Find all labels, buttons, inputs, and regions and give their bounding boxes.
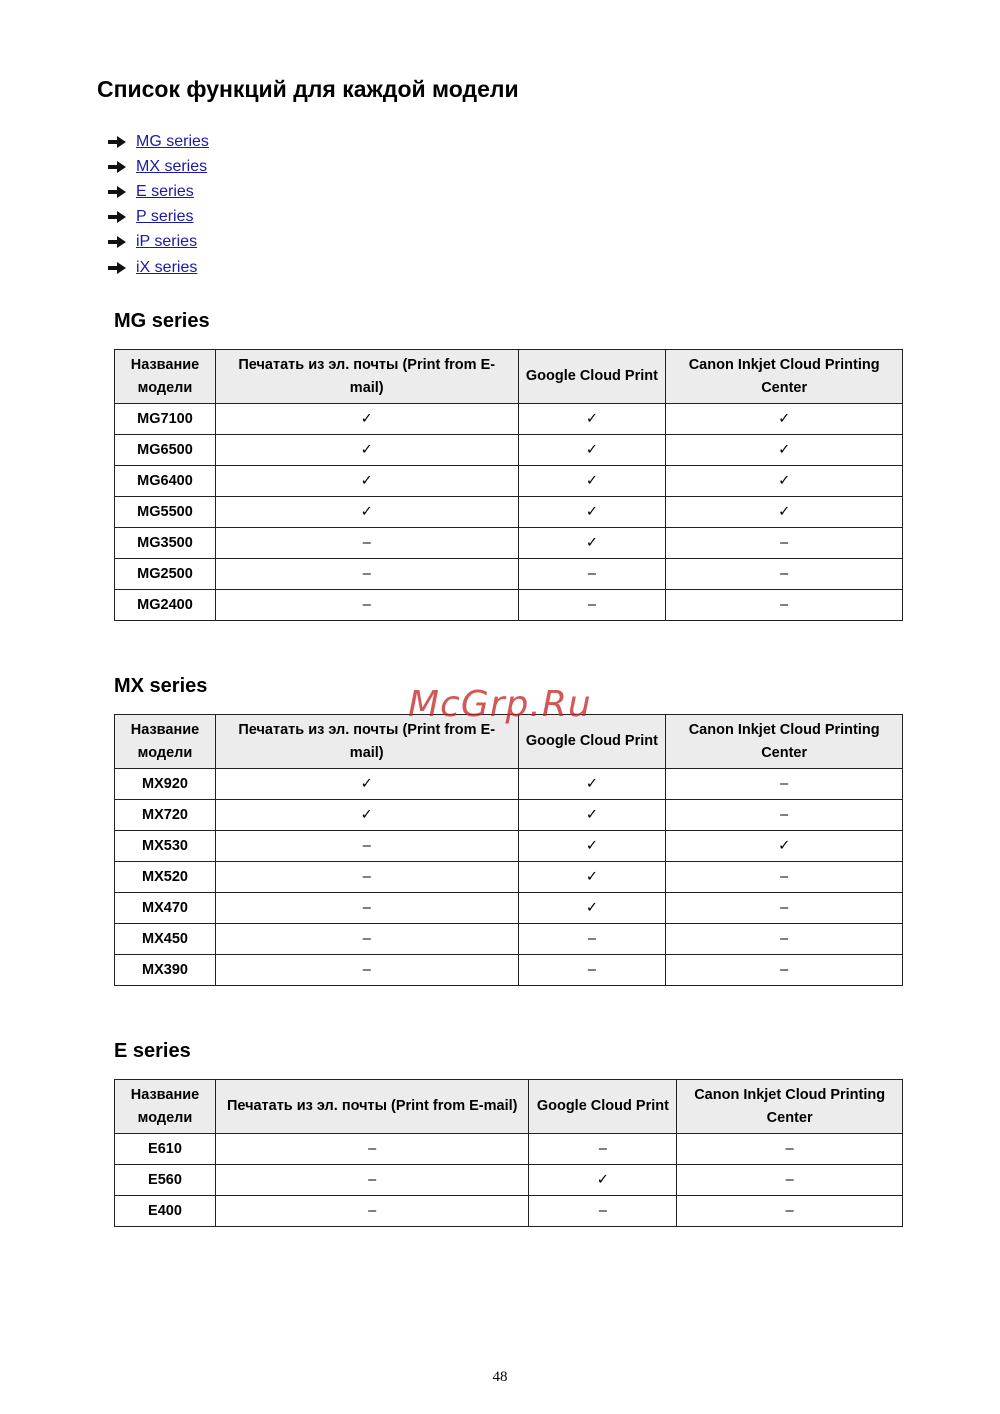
support-cell: –: [666, 924, 903, 955]
support-cell: –: [666, 528, 903, 559]
header-model: Название модели: [115, 350, 216, 404]
support-cell: ✓: [518, 528, 666, 559]
support-cell: ✓: [518, 893, 666, 924]
table-row: [115, 497, 903, 528]
model-cell: E560: [115, 1165, 216, 1196]
support-cell: ✓: [215, 404, 518, 435]
header-canon-cloud-printing: Canon Inkjet Cloud Printing Center: [666, 715, 903, 769]
section-title-mx: MX series: [114, 675, 208, 697]
support-cell: –: [215, 590, 518, 621]
support-cell: –: [215, 955, 518, 986]
section-title-mg: MG series: [114, 310, 210, 332]
nav-item-e: [108, 179, 209, 204]
header-model: Название модели: [115, 1080, 216, 1134]
nav-item-ix: [108, 255, 209, 280]
support-cell: ✓: [215, 497, 518, 528]
support-cell: –: [666, 862, 903, 893]
model-cell: MG2500: [115, 559, 216, 590]
series-nav-list: [108, 129, 209, 280]
table-row: [115, 862, 903, 893]
support-cell: –: [677, 1196, 903, 1227]
nav-item-mg: [108, 129, 209, 154]
arrow-right-icon: [108, 211, 126, 223]
table-row: [115, 955, 903, 986]
e-series-table: [114, 1079, 903, 1227]
nav-item-mx: [108, 154, 209, 179]
support-cell: –: [666, 800, 903, 831]
model-cell: MX450: [115, 924, 216, 955]
support-cell: ✓: [518, 435, 666, 466]
support-cell: –: [666, 590, 903, 621]
table-row: [115, 769, 903, 800]
header-print-from-email: Печатать из эл. почты (Print from E-mail): [215, 350, 518, 404]
model-cell: MX720: [115, 800, 216, 831]
nav-link-mx-series[interactable]: MX series: [136, 157, 208, 175]
support-cell: –: [666, 955, 903, 986]
support-cell: –: [529, 1196, 677, 1227]
header-canon-cloud-printing: Canon Inkjet Cloud Printing Center: [677, 1080, 903, 1134]
page-title: Список функций для каждой модели: [97, 76, 519, 102]
nav-link-e-series[interactable]: E series: [136, 182, 194, 200]
support-cell: ✓: [529, 1165, 677, 1196]
header-print-from-email: Печатать из эл. почты (Print from E-mail): [215, 1080, 529, 1134]
model-cell: MX520: [115, 862, 216, 893]
support-cell: –: [529, 1134, 677, 1165]
support-cell: ✓: [666, 831, 903, 862]
model-cell: MG5500: [115, 497, 216, 528]
header-google-cloud-print: Google Cloud Print: [518, 350, 666, 404]
arrow-right-icon: [108, 136, 126, 148]
support-cell: –: [666, 769, 903, 800]
model-cell: MX470: [115, 893, 216, 924]
model-cell: MG6500: [115, 435, 216, 466]
support-cell: ✓: [518, 769, 666, 800]
table-row: [115, 590, 903, 621]
support-cell: –: [215, 1196, 529, 1227]
table-row: [115, 1196, 903, 1227]
support-cell: ✓: [215, 466, 518, 497]
arrow-right-icon: [108, 262, 126, 274]
table-row: [115, 559, 903, 590]
support-cell: ✓: [215, 435, 518, 466]
support-cell: ✓: [215, 800, 518, 831]
support-cell: –: [666, 559, 903, 590]
support-cell: –: [518, 955, 666, 986]
support-cell: –: [518, 590, 666, 621]
support-cell: ✓: [666, 497, 903, 528]
header-model: Название модели: [115, 715, 216, 769]
table-row: [115, 1165, 903, 1196]
header-google-cloud-print: Google Cloud Print: [518, 715, 666, 769]
nav-item-ip: [108, 230, 209, 255]
nav-item-p: [108, 205, 209, 230]
table-row: [115, 466, 903, 497]
support-cell: –: [215, 862, 518, 893]
support-cell: –: [677, 1165, 903, 1196]
model-cell: MX390: [115, 955, 216, 986]
watermark: McGrp.Ru: [408, 684, 592, 725]
model-cell: E610: [115, 1134, 216, 1165]
table-row: [115, 800, 903, 831]
nav-link-p-series[interactable]: P series: [136, 208, 194, 226]
support-cell: ✓: [215, 769, 518, 800]
model-cell: MG2400: [115, 590, 216, 621]
model-cell: MX530: [115, 831, 216, 862]
nav-link-ip-series[interactable]: iP series: [136, 233, 198, 251]
support-cell: –: [215, 528, 518, 559]
support-cell: –: [215, 831, 518, 862]
support-cell: ✓: [518, 466, 666, 497]
header-google-cloud-print: Google Cloud Print: [529, 1080, 677, 1134]
table-row: [115, 831, 903, 862]
support-cell: –: [666, 893, 903, 924]
arrow-right-icon: [108, 186, 126, 198]
nav-link-ix-series[interactable]: iX series: [136, 258, 198, 276]
header-print-from-email: Печатать из эл. почты (Print from E-mail): [215, 715, 518, 769]
support-cell: ✓: [666, 404, 903, 435]
support-cell: –: [677, 1134, 903, 1165]
table-row: [115, 404, 903, 435]
support-cell: –: [518, 559, 666, 590]
support-cell: –: [518, 924, 666, 955]
nav-link-mg-series[interactable]: MG series: [136, 132, 209, 150]
support-cell: –: [215, 893, 518, 924]
header-canon-cloud-printing: Canon Inkjet Cloud Printing Center: [666, 350, 903, 404]
support-cell: –: [215, 1165, 529, 1196]
table-row: [115, 528, 903, 559]
section-title-e: E series: [114, 1040, 191, 1062]
support-cell: –: [215, 1134, 529, 1165]
table-row: [115, 435, 903, 466]
support-cell: ✓: [518, 862, 666, 893]
support-cell: ✓: [518, 800, 666, 831]
support-cell: –: [215, 559, 518, 590]
arrow-right-icon: [108, 161, 126, 173]
arrow-right-icon: [108, 236, 126, 248]
mx-series-table: [114, 714, 903, 986]
model-cell: MG3500: [115, 528, 216, 559]
mg-series-table: [114, 349, 903, 621]
table-row: [115, 1134, 903, 1165]
model-cell: MG6400: [115, 466, 216, 497]
table-row: [115, 893, 903, 924]
support-cell: –: [215, 924, 518, 955]
support-cell: ✓: [666, 466, 903, 497]
table-row: [115, 924, 903, 955]
support-cell: ✓: [666, 435, 903, 466]
support-cell: ✓: [518, 831, 666, 862]
support-cell: ✓: [518, 497, 666, 528]
support-cell: ✓: [518, 404, 666, 435]
model-cell: E400: [115, 1196, 216, 1227]
model-cell: MG7100: [115, 404, 216, 435]
page-number: 48: [492, 1369, 508, 1385]
model-cell: MX920: [115, 769, 216, 800]
